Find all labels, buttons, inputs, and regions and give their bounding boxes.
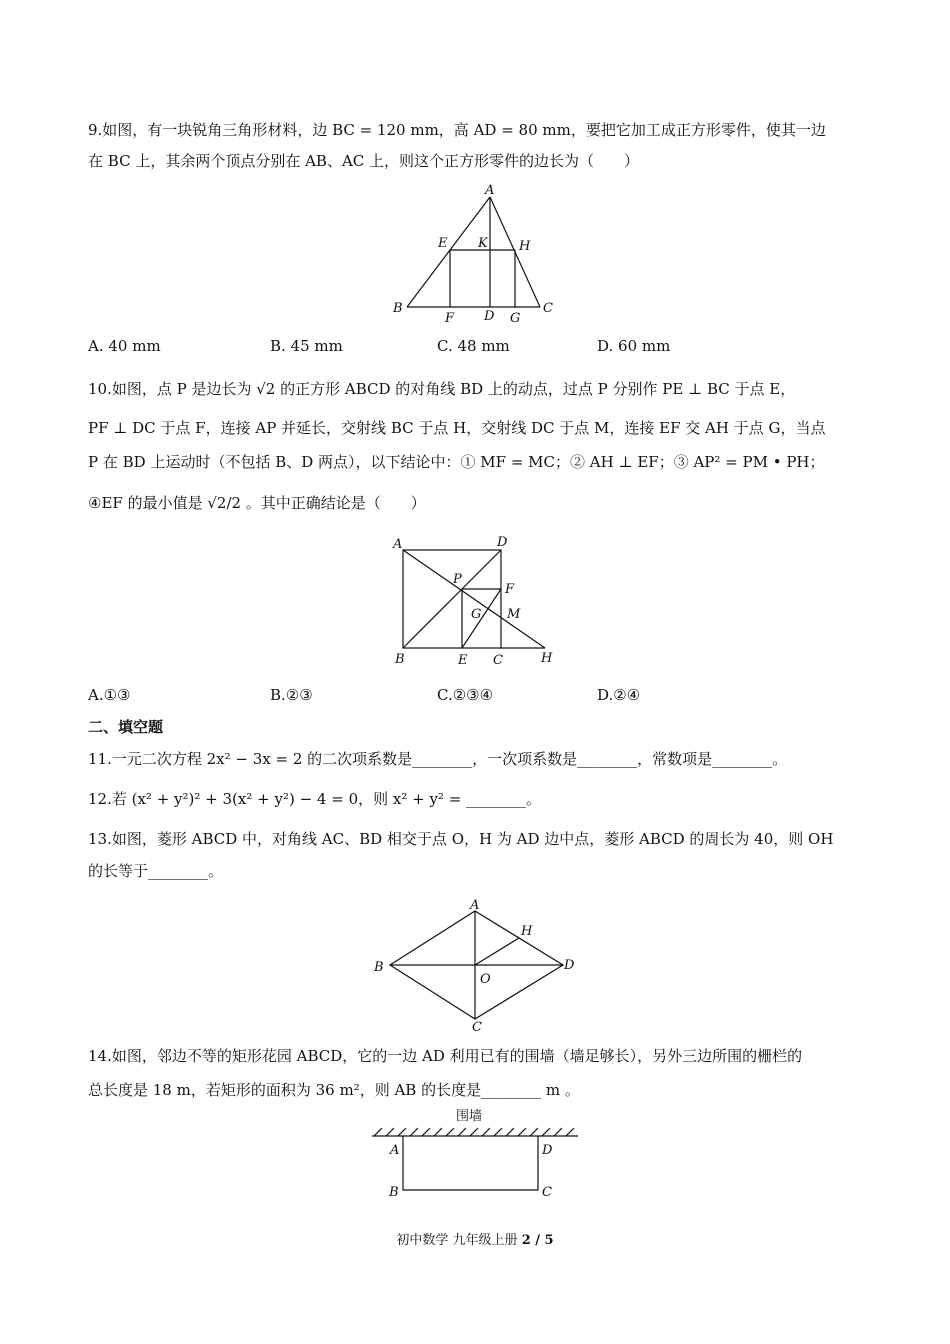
q9-line1: 9.如图，有一块锐角三角形材料，边 BC = 120 mm，高 AD = 80 mm，要把它加工成正方形零件，使其一边	[88, 121, 826, 139]
q9-label-h: H	[519, 239, 531, 254]
q13-rhombus-figure	[368, 893, 588, 1035]
q10-label-a: A	[393, 537, 403, 552]
q14-label-a: A	[390, 1143, 400, 1158]
section-fill-in-title: 二、填空题	[88, 718, 164, 736]
q10-option-a: A.①③	[88, 686, 131, 704]
page-footer	[0, 1229, 950, 1248]
q13-label-h: H	[521, 924, 533, 939]
q14-line1: 14.如图，邻边不等的矩形花园 ABCD，它的一边 AD 利用已有的围墙（墙足够长），另外三边所围的栅栏的	[88, 1047, 803, 1065]
q9-option-c: C. 48 mm	[437, 337, 510, 355]
q13-line2: 的长等于________。	[88, 862, 224, 880]
q14-label-b: B	[389, 1185, 399, 1200]
q9-label-b: B	[393, 301, 403, 316]
q10-line4: ④EF 的最小值是 √2/2 。其中正确结论是（ ）	[88, 494, 426, 512]
q14-line2: 总长度是 18 m，若矩形的面积为 36 m²，则 AB 的长度是________ m 。	[88, 1081, 580, 1099]
q10-label-b: B	[395, 652, 405, 667]
q9-label-d: D	[484, 309, 495, 324]
footer-page-number: 2 / 5	[521, 1233, 554, 1248]
q10-option-b: B.②③	[270, 686, 313, 704]
q10-label-h: H	[541, 651, 553, 666]
q13-label-c: C	[472, 1020, 482, 1035]
q9-label-e: E	[438, 236, 448, 251]
q10-line1: 10.如图，点 P 是边长为 √2 的正方形 ABCD 的对角线 BD 上的动点，过点 P 分别作 PE ⊥ BC 于点 E，	[88, 380, 796, 398]
q10-label-d: D	[497, 535, 508, 550]
q9-option-d: D. 60 mm	[597, 337, 671, 355]
q9-option-b: B. 45 mm	[270, 337, 343, 355]
q13-label-d: D	[564, 958, 575, 973]
q9-triangle-figure	[385, 180, 565, 325]
q9-label-a: A	[485, 183, 495, 198]
q10-label-g: G	[471, 607, 482, 622]
q9-label-c: C	[543, 301, 553, 316]
q13-label-o: O	[480, 972, 491, 987]
q10-line3: P 在 BD 上运动时（不包括 B、D 两点），以下结论中：① MF = MC；② AH ⊥ EF；③ AP² = PM • PH；	[88, 453, 825, 471]
q9-label-k: K	[478, 236, 488, 251]
q13-label-a: A	[470, 898, 480, 913]
q12-text: 12.若 (x² + y²)² + 3(x² + y²) − 4 = 0，则 x² + y² = ________。	[88, 790, 542, 808]
q10-label-c: C	[493, 653, 503, 668]
q10-option-d: D.②④	[597, 686, 641, 704]
q10-line2: PF ⊥ DC 于点 F，连接 AP 并延长，交射线 BC 于点 H，交射线 DC 于点 M，连接 EF 交 AH 于点 G，当点	[88, 419, 826, 437]
q10-label-m: M	[507, 607, 521, 622]
q10-label-p: P	[453, 572, 462, 587]
q9-label-f: F	[445, 311, 455, 325]
footer-text: 初中数学 九年级上册	[396, 1233, 518, 1248]
q13-line1: 13.如图，菱形 ABCD 中，对角线 AC、BD 相交于点 O，H 为 AD 边中点，菱形 ABCD 的周长为 40，则 OH	[88, 830, 834, 848]
q9-label-g: G	[510, 311, 521, 325]
q14-label-c: C	[542, 1185, 552, 1200]
q10-option-c: C.②③④	[437, 686, 494, 704]
q9-line2: 在 BC 上，其余两个顶点分别在 AB、AC 上，则这个正方形零件的边长为（ ）	[88, 152, 640, 170]
q14-label-d: D	[542, 1143, 553, 1158]
q13-label-b: B	[374, 960, 384, 975]
q10-label-f: F	[505, 582, 515, 597]
q10-square-figure	[385, 532, 565, 672]
q9-option-a: A. 40 mm	[88, 337, 161, 355]
q14-garden-figure	[366, 1102, 586, 1207]
q14-wall-label: 围墙	[456, 1109, 483, 1124]
q10-label-e: E	[458, 653, 468, 668]
q11-text: 11.一元二次方程 2x² − 3x = 2 的二次项系数是________，一次项系数是________，常数项是________。	[88, 750, 788, 768]
